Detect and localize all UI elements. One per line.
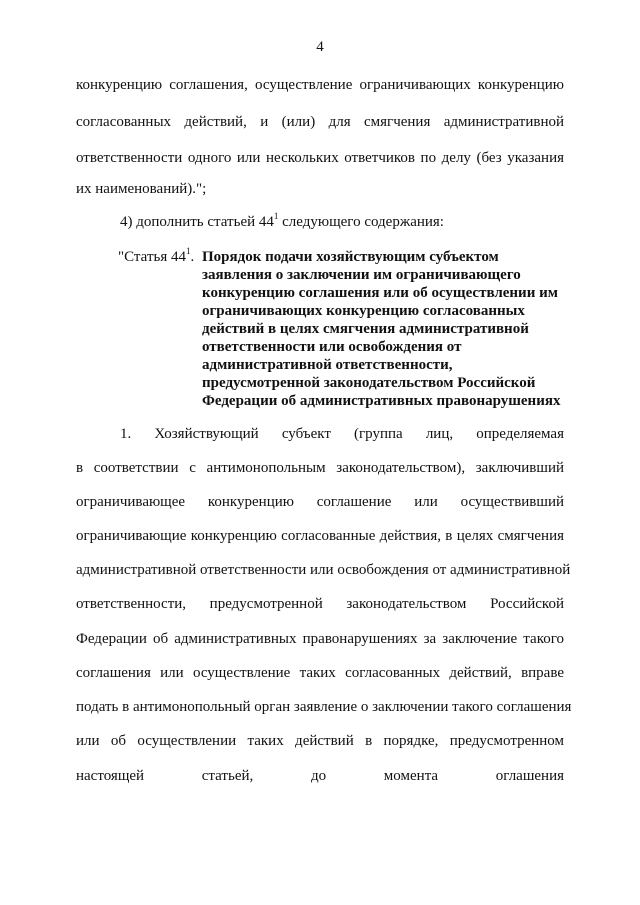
paragraph1-line-4: их наименований)."; (76, 181, 207, 197)
paragraph1-line-1: конкуренцию соглашения, осуществление ограничивающих конкуренцию (76, 77, 564, 93)
article-title-line-1: Порядок подачи хозяйствующим субъектом (202, 249, 499, 265)
paragraph2-line-6: ответственности, предусмотренной законодательством Российской (76, 596, 564, 612)
article-title-line-6: ответственности или освобождения от (202, 339, 462, 355)
article-title-line-5: действий в целях смягчения административной (202, 321, 529, 337)
article-title-line-9: Федерации об административных правонарушениях (202, 393, 561, 409)
paragraph2-line-11: настоящей статьей, до момента оглашения (76, 768, 564, 784)
paragraph1-line-3: ответственности одного или нескольких ответчиков по делу (без указания (76, 150, 564, 166)
article-title-line-3: конкуренцию соглашения или об осуществлении им (202, 285, 558, 301)
article-label (118, 248, 194, 266)
article-label-superscript: 1 (185, 246, 191, 256)
article-title-line-7: административной ответственности, (202, 357, 453, 373)
paragraph1-line-2: согласованных действий, и (или) для смягчения административной (76, 114, 564, 130)
paragraph2-line-3: ограничивающее конкуренцию соглашение или осуществивший (76, 494, 564, 510)
article-title (202, 248, 564, 410)
article-title-line-4: ограничивающих конкуренцию согласованных (202, 303, 525, 319)
item4-superscript: 1 (273, 211, 279, 221)
paragraph2-line-10: или об осуществлении таких действий в порядке, предусмотренном (76, 733, 564, 749)
article-label-suffix: . (190, 249, 195, 265)
paragraph2-line-9: подать в антимонопольный орган заявление о заключении такого соглашения (76, 699, 572, 715)
item4-line (120, 213, 444, 231)
paragraph2-line-1: 1. Хозяйствующий субъект (группа лиц, определяемая (120, 426, 564, 442)
paragraph2-line-2: в соответствии с антимонопольным законодательством), заключивший (76, 460, 564, 476)
article-label-prefix: "Статья 44 (118, 249, 186, 265)
paragraph2-line-5: административной ответственности или освобождения от административной (76, 562, 571, 578)
article-title-line-2: заявления о заключении им ограничивающего (202, 267, 521, 283)
paragraph2-line-7: Федерации об административных правонарушениях за заключение такого (76, 631, 564, 647)
paragraph2-line-4: ограничивающие конкуренцию согласованные действия, в целях смягчения (76, 528, 564, 544)
item4-text-after: следующего содержания: (278, 214, 444, 230)
item4-text-before: 4) дополнить статьей 44 (120, 214, 274, 230)
page-number: 4 (316, 39, 324, 55)
article-title-line-8: предусмотренной законодательством Российской (202, 375, 536, 391)
paragraph2-line-8: соглашения или осуществление таких согласованных действий, вправе (76, 665, 564, 681)
